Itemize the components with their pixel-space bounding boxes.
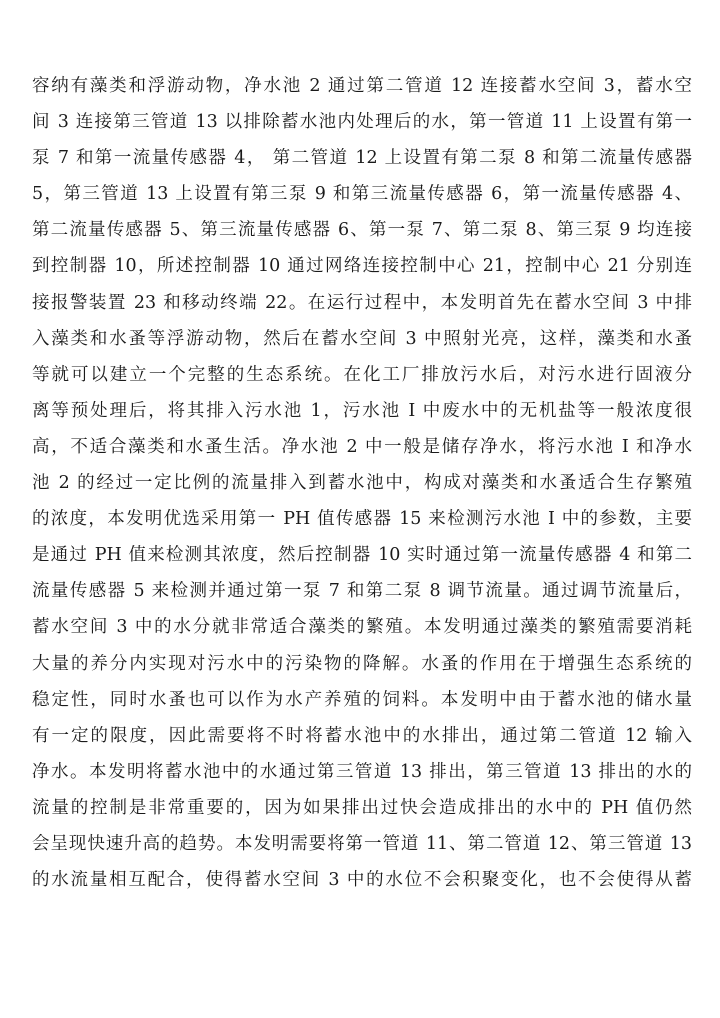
text-line: 稳定性，同时水蚤也可以作为水产养殖的饲料。本发明中由于蓄水池的储水量 [32, 689, 692, 710]
text-line: 5，第三管道 13 上设置有第三泵 9 和第三流量传感器 6，第一流量传感器 4、 [32, 184, 692, 205]
text-line: 的水流量相互配合，使得蓄水空间 3 中的水位不会积聚变化，也不会使得从蓄 [32, 870, 692, 891]
text-line: 有一定的限度，因此需要将不时将蓄水池中的水排出，通过第二管道 12 输入 [32, 725, 692, 746]
text-line: 大量的养分内实现对污水中的污染物的降解。水蚤的作用在于增强生态系统的 [32, 653, 692, 674]
text-line: 净水。本发明将蓄水池中的水通过第三管道 13 排出，第三管道 13 排出的水的 [32, 761, 692, 782]
text-line: 间 3 连接第三管道 13 以排除蓄水池内处理后的水，第一管道 11 上设置有第一 [32, 112, 692, 133]
text-line: 泵 7 和第一流量传感器 4， 第二管道 12 上设置有第二泵 8 和第二流量传感器 [32, 148, 692, 169]
text-line: 蓄水空间 3 中的水分就非常适合藻类的繁殖。本发明通过藻类的繁殖需要消耗 [32, 617, 692, 638]
text-line: 接报警装置 23 和移动终端 22。在运行过程中，本发明首先在蓄水空间 3 中排 [32, 292, 692, 313]
text-line: 第二流量传感器 5、第三流量传感器 6、第一泵 7、第二泵 8、第三泵 9 均连接 [32, 220, 692, 241]
text-line: 高，不适合藻类和水蚤生活。净水池 2 中一般是储存净水，将污水池 I 和净水 [32, 436, 692, 457]
text-line: 到控制器 10，所述控制器 10 通过网络连接控制中心 21，控制中心 21 分别连 [32, 256, 692, 277]
text-line: 离等预处理后，将其排入污水池 1，污水池 I 中废水中的无机盐等一般浓度很 [32, 400, 692, 421]
text-line: 容纳有藻类和浮游动物，净水池 2 通过第二管道 12 连接蓄水空间 3，蓄水空 [32, 76, 692, 96]
text-line: 的浓度，本发明优选采用第一 PH 值传感器 15 来检测污水池 I 中的参数，主要 [32, 509, 692, 530]
body-text [32, 68, 692, 898]
text-line: 会呈现快速升高的趋势。本发明需要将第一管道 11、第二管道 12、第三管道 13 [32, 833, 692, 854]
text-line: 是通过 PH 值来检测其浓度，然后控制器 10 实时通过第一流量传感器 4 和第二 [32, 545, 692, 566]
text-line: 流量传感器 5 来检测并通过第一泵 7 和第二泵 8 调节流量。通过调节流量后， [32, 581, 692, 602]
text-line: 等就可以建立一个完整的生态系统。在化工厂排放污水后，对污水进行固液分 [32, 364, 692, 385]
text-line: 流量的控制是非常重要的，因为如果排出过快会造成排出的水中的 PH 值仍然 [32, 797, 692, 818]
text-line: 入藻类和水蚤等浮游动物，然后在蓄水空间 3 中照射光亮，这样，藻类和水蚤 [32, 328, 692, 349]
text-line: 池 2 的经过一定比例的流量排入到蓄水池中，构成对藻类和水蚤适合生存繁殖 [32, 473, 692, 494]
